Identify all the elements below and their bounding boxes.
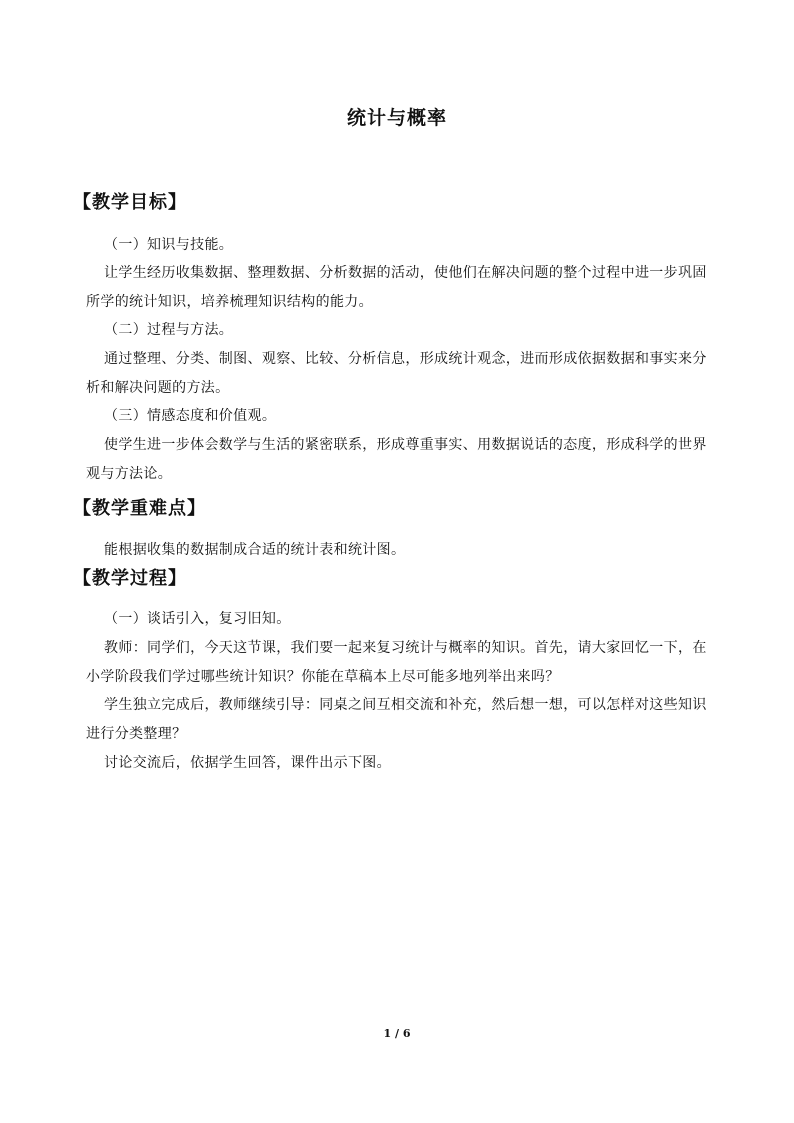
paragraph-key-difficulties: 能根据收集的数据制成合适的统计表和统计图。 xyxy=(104,542,406,558)
paragraph-knowledge-skills: 让学生经历收集数据、整理数据、分析数据的活动，使他们在解决问题的整个过程中进一步巩固所学的统计知识，培养梳理知识结构的能力。 xyxy=(86,265,707,310)
paragraph-teacher-speech: 教师：同学们，今天这节课，我们要一起来复习统计与概率的知识。首先，请大家回忆一下，在小学阶段我们学过哪些统计知识？你能在草稿本上尽可能多地列举出来吗？ xyxy=(86,640,707,685)
paragraph-student-activity: 学生独立完成后，教师继续引导：同桌之间互相交流和补充，然后想一想，可以怎样对这些知识进行分类整理？ xyxy=(86,697,707,742)
paragraph-intro-label: （一）谈话引入，复习旧知。 xyxy=(104,611,291,627)
document-title: 统计与概率 xyxy=(346,107,447,129)
paragraph-process-method: 通过整理、分类、制图、观察、比较、分析信息，形成统计观念，进而形成依据数据和事实来分析和解决问题的方法。 xyxy=(86,351,707,396)
page-number: 1 / 6 xyxy=(383,1027,411,1040)
section-heading-key-difficulties: 【教学重难点】 xyxy=(73,498,206,519)
section-heading-teaching-process: 【教学过程】 xyxy=(73,568,187,589)
paragraph-process-method-label: （二）过程与方法。 xyxy=(104,322,234,338)
section-heading-teaching-objectives: 【教学目标】 xyxy=(73,192,187,213)
paragraph-knowledge-skills-label: （一）知识与技能。 xyxy=(104,237,234,253)
paragraph-emotion-values: 使学生进一步体会数学与生活的紧密联系，形成尊重事实、用数据说话的态度，形成科学的世界观与方法论。 xyxy=(86,437,707,482)
paragraph-emotion-values-label: （三）情感态度和价值观。 xyxy=(104,408,277,424)
paragraph-discussion: 讨论交流后，依据学生回答，课件出示下图。 xyxy=(104,755,391,771)
